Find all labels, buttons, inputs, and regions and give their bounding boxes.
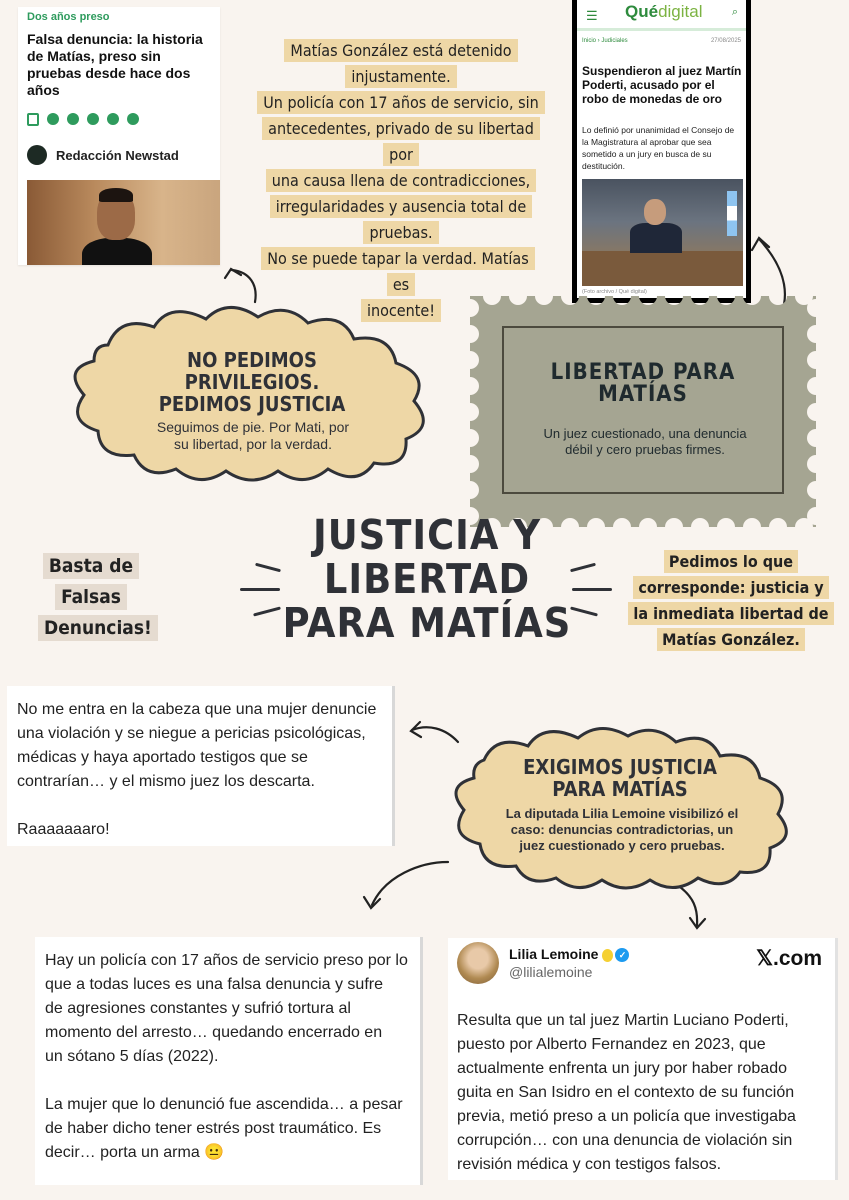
stamp-title: LIBERTAD PARA MATÍAS <box>550 360 736 407</box>
badge-right-title: EXIGIMOS JUSTICIA PARA MATÍAS <box>523 755 717 801</box>
article-headline[interactable]: Falsa denuncia: la historia de Matías, preso sin pruebas desde hace dos años <box>27 31 203 98</box>
article-kicker: Dos años preso <box>27 11 110 23</box>
x-logo-icon[interactable]: 𝕏.com <box>756 947 822 970</box>
highlight-line: irregularidades y ausencia total de <box>270 195 532 218</box>
site-logo[interactable]: Quédigital <box>625 2 703 21</box>
badge-right-subtitle: La diputada Lilia Lemoine visibilizó el caso: denuncias contradictorias, un juez cuestionado y cero pruebas. <box>505 806 739 853</box>
pedimos-statement: Pedimos lo que corresponde: justicia y la inmediata libertad de Matías González. <box>628 549 834 653</box>
highlight-line: No se puede tapar la verdad. Matías es <box>261 247 535 296</box>
highlight-line: Matías González está detenido <box>284 39 517 62</box>
badge-left-title: NO PEDIMOS PRIVILEGIOS. PEDIMOS JUSTICIA <box>158 348 346 416</box>
quote-text: No me entra en la cabeza que una mujer denuncie una violación y se niegue a pericias psicológicas, médicas y haya aportado testigos que se contrarían… y el mismo juez los descarta. Raaaaaaaro! <box>17 701 377 838</box>
search-icon[interactable]: ⌕ <box>731 6 738 18</box>
avatar[interactable] <box>457 942 499 984</box>
article-date: 27/08/2025 <box>710 38 741 44</box>
highlight-line: injustamente. <box>345 65 456 88</box>
quote-card-2[interactable] <box>35 937 423 1185</box>
quote-text: Hay un policía con 17 años de servicio preso por lo que a todas luces es una falsa denuncia y sufre de agresiones constantes y sufrió tortura al momento del arresto… quedando encerrado en un sótano 5 días (2022). La mujer que lo denunció fue ascendida… a pesar de haber dicho tener estrés post traumático. Es decir… porta un arma 😐 <box>45 952 408 1161</box>
menu-icon[interactable]: ☰ <box>586 8 598 23</box>
scrollbar <box>420 937 423 1185</box>
main-title: JUSTICIA Y LIBERTAD PARA MATÍAS <box>282 511 572 647</box>
lemon-icon <box>602 949 613 962</box>
quote-card-1[interactable] <box>7 686 395 846</box>
stamp-subtitle: Un juez cuestionado, una denuncia débil y cero pruebas firmes. <box>543 426 747 457</box>
stamp-libertad <box>470 296 816 527</box>
highlight-line: inocente! <box>361 299 441 322</box>
tweet-card[interactable] <box>448 938 838 1180</box>
badge-exigimos <box>440 720 804 892</box>
scrollbar <box>392 686 395 846</box>
title-dash <box>240 588 280 591</box>
scrollbar <box>835 938 838 1180</box>
article-author: Redacción Newstad <box>56 148 179 163</box>
highlight-line: Un policía con 17 años de servicio, sin <box>257 91 544 114</box>
tweet-text: Resulta que un tal juez Martin Luciano Poderti, puesto por Alberto Fernandez en 2023, que actualmente enfrenta un jury por haber robado guita en San Isidro en el contexto de su función previa, metió preso a un policía que investigaba corrupción… con una denuncia de violación sin revisión médica y con testigos falsos. <box>457 1012 796 1173</box>
news-lead: Lo definió por unanimidad el Consejo de la Magistratura al aprobar que sea sometido a un jury en busca de su destitución. <box>582 125 735 171</box>
arrow-to-tweet2 <box>372 862 448 905</box>
title-dash <box>572 588 612 591</box>
verified-icon: ✓ <box>615 948 629 962</box>
badge-left-subtitle: Seguimos de pie. Por Mati, por su libertad, por la verdad. <box>156 419 350 452</box>
news-title[interactable]: Suspendieron al juez Martín Poderti, acusado por el robo de monedas de oro <box>582 64 742 106</box>
badge-no-privilegios <box>58 297 442 485</box>
arrow-to-tweet3 <box>680 887 697 925</box>
tweet-handle[interactable]: @lilialemoine <box>509 964 593 980</box>
highlight-line: antecedentes, privado de su libertad por <box>262 117 540 166</box>
highlight-line: una causa llena de contradicciones, <box>266 169 536 192</box>
breadcrumb[interactable]: Inicio › Judiciales <box>582 38 628 44</box>
stamp-frame <box>502 326 784 494</box>
highlight-line: pruebas. <box>363 221 438 244</box>
tweet-author[interactable]: Lilia Lemoine ✓ <box>509 946 629 962</box>
photo-caption: (Foto archivo / Qué digital) <box>582 289 647 295</box>
basta-sign: Basta de Falsas Denuncias! <box>38 551 144 644</box>
